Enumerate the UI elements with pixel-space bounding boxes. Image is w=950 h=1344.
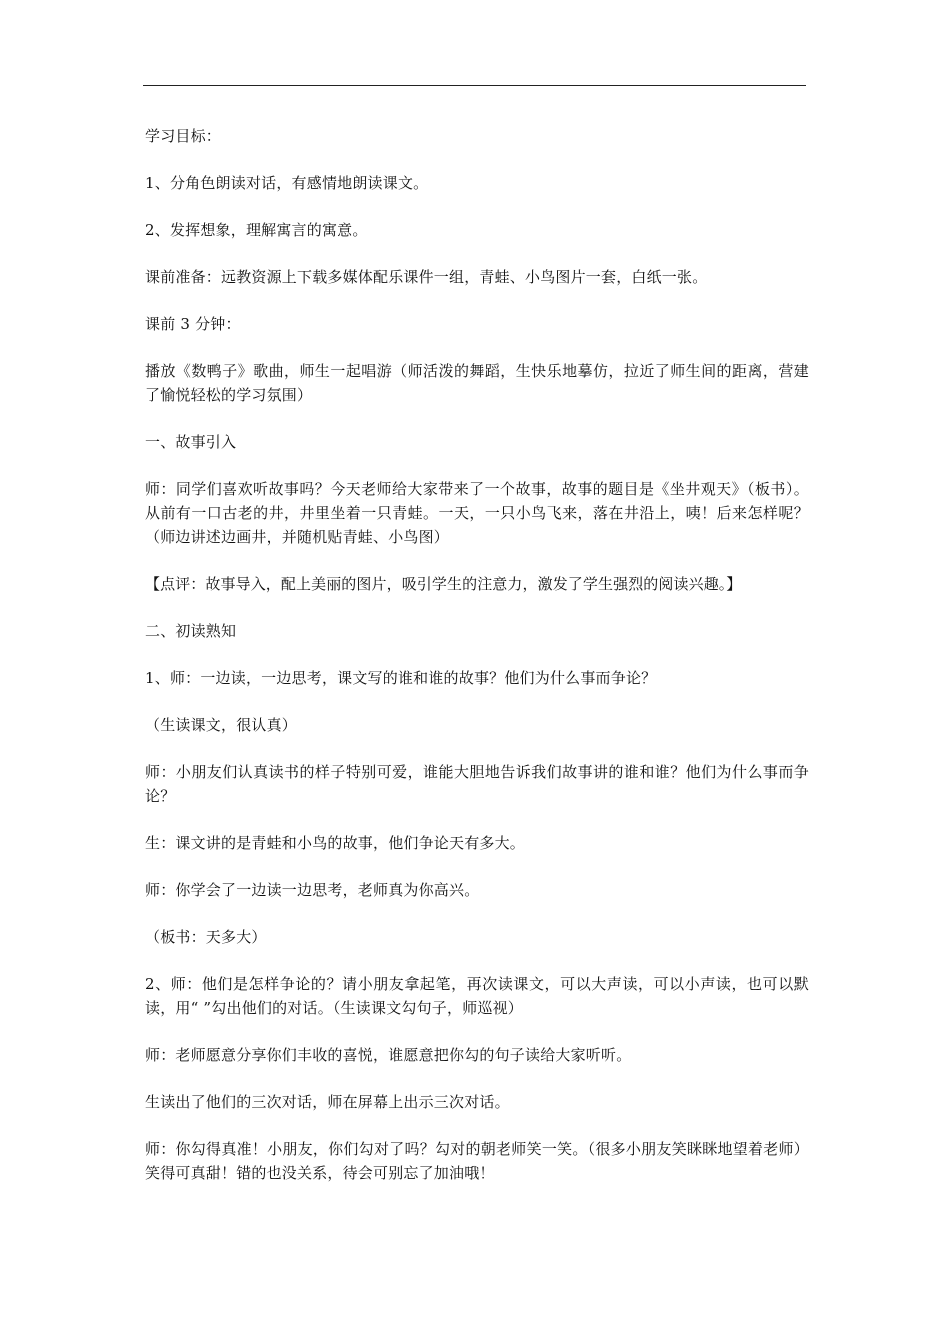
section-heading-first-reading: 二、初读熟知 xyxy=(145,622,237,640)
story-intro-paragraph: 师：同学们喜欢听故事吗？今天老师给大家带来了一个故事，故事的题目是《坐井观天》（板书）。从前有一口古老的井，井里坐着一只青蛙。一天，一只小鸟飞来，落在井沿上，咦！后来怎样呢？（师边讲述边画井，并随机贴青蛙、小鸟图） xyxy=(145,480,809,546)
preparation-paragraph: 课前准备：远教资源上下载多媒体配乐课件一组，青蛙、小鸟图片一套，白纸一张。 xyxy=(145,268,708,286)
document-body xyxy=(145,124,809,1208)
reading-task-2: 2、师：他们是怎样争论的？请小朋友拿起笔，再次读课文，可以大声读，可以小声读，也可以默读，用“ ”勾出他们的对话。（生读课文勾句子，师巡视） xyxy=(145,975,809,1017)
header-rule xyxy=(143,85,806,86)
goal-item-1: 1、分角色朗读对话，有感情地朗读课文。 xyxy=(145,174,429,192)
heading-learning-goals: 学习目标： xyxy=(145,127,222,145)
teacher-praise-paragraph: 师：你学会了一边读一边思考，老师真为你高兴。 xyxy=(145,881,480,899)
teacher-feedback-paragraph: 师：你勾得真准！小朋友，你们勾对了吗？勾对的朝老师笑一笑。（很多小朋友笑眯眯地望着老师）笑得可真甜！错的也没关系，待会可别忘了加油哦！ xyxy=(145,1140,809,1182)
warmup-heading: 课前 3 分钟： xyxy=(145,315,241,333)
board-note: （板书：天多大） xyxy=(145,928,267,946)
student-action-note: （生读课文，很认真） xyxy=(145,716,298,734)
teacher-share-paragraph: 师：老师愿意分享你们丰收的喜悦，谁愿意把你勾的句子读给大家听听。 xyxy=(145,1046,632,1064)
teacher-question-paragraph: 师：小朋友们认真读书的样子特别可爱，谁能大胆地告诉我们故事讲的谁和谁？他们为什么事而争论？ xyxy=(145,763,809,805)
goal-item-2: 2、发挥想象，理解寓言的寓意。 xyxy=(145,221,368,239)
warmup-paragraph: 播放《数鸭子》歌曲，师生一起唱游（师活泼的舞蹈，生快乐地摹仿，拉近了师生间的距离，营建了愉悦轻松的学习氛围） xyxy=(145,362,809,404)
student-dialogue-paragraph: 生读出了他们的三次对话，师在屏幕上出示三次对话。 xyxy=(145,1093,510,1111)
commentary-paragraph: 【点评：故事导入，配上美丽的图片，吸引学生的注意力，激发了学生强烈的阅读兴趣。】 xyxy=(145,575,742,593)
student-answer-paragraph: 生：课文讲的是青蛙和小鸟的故事，他们争论天有多大。 xyxy=(145,834,526,852)
section-heading-story-intro: 一、故事引入 xyxy=(145,433,237,451)
reading-task-1: 1、师：一边读，一边思考，课文写的谁和谁的故事？他们为什么事而争论？ xyxy=(145,669,657,687)
